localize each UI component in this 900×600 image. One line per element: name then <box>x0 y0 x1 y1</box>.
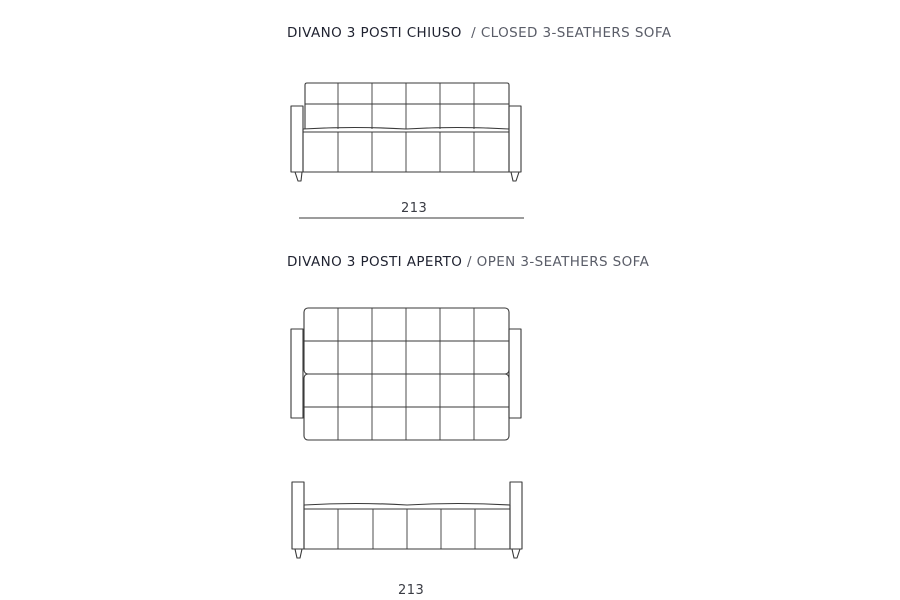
open-front-left-arm <box>292 482 304 549</box>
closed-title-en: CLOSED 3-SEATHERS SOFA <box>480 25 672 41</box>
open-width-dimension: 213 <box>398 583 425 598</box>
closed-left-leg <box>295 172 302 181</box>
closed-right-leg <box>511 172 519 181</box>
open-title-it: DIVANO 3 POSTI APERTO <box>287 254 463 270</box>
closed-sofa-front-view <box>291 83 524 218</box>
closed-width-dimension: 213 <box>401 201 428 216</box>
open-right-arm <box>509 329 521 418</box>
closed-title-separator: / <box>471 25 477 41</box>
open-left-arm <box>291 329 303 418</box>
open-front-right-arm <box>510 482 522 549</box>
closed-title-it: DIVANO 3 POSTI CHIUSO <box>287 25 462 41</box>
open-front-right-leg <box>512 549 520 558</box>
open-sofa-top-view <box>291 308 521 440</box>
closed-right-arm <box>509 106 521 172</box>
open-sofa-front-view <box>292 482 522 558</box>
open-title-en: OPEN 3-SEATHERS SOFA <box>476 254 650 270</box>
closed-left-arm <box>291 106 303 172</box>
closed-backrest <box>305 83 509 129</box>
open-title-separator: / <box>467 254 472 270</box>
open-front-left-leg <box>295 549 302 558</box>
